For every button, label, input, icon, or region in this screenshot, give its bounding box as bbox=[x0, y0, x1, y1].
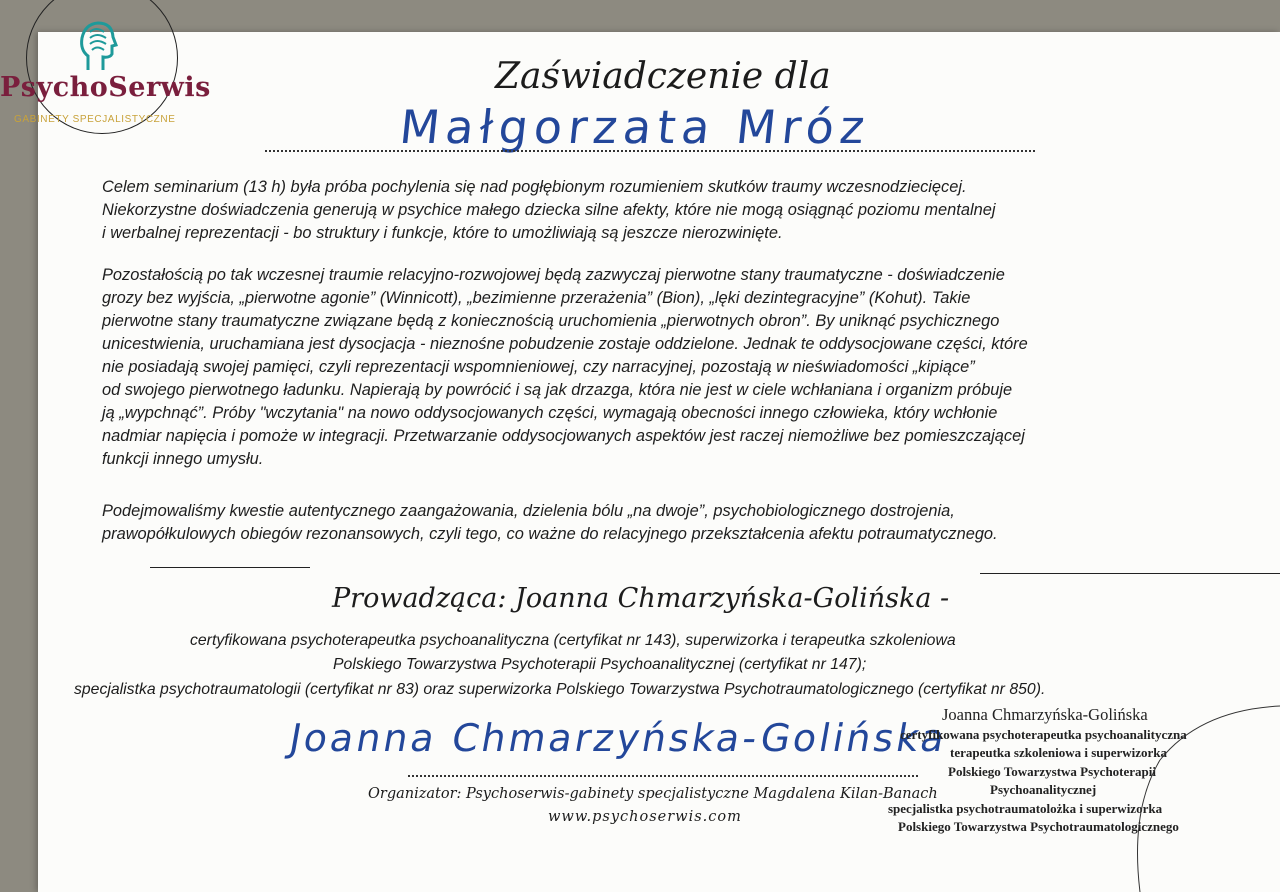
credentials-line: specjalistka psychotraumatologii (certyfikat nr 83) oraz superwizorka Polskiego Towarzystwa Psychotraumatologicznego (certyfikat nr 850). bbox=[74, 681, 1046, 698]
paragraph-1 bbox=[102, 176, 1192, 245]
paragraph-line: grozy bez wyjścia, „pierwotne agonie” (Winnicott), „bezimienne przerażenia” (Bion), „lęki dezintegracyjne” (Kohut). Takie bbox=[102, 289, 971, 307]
paragraph-line: unicestwienia, uruchamiana jest dysocjacja - nieznośne pobudzenie zostaje oddzielone. Jednak te oddysocjowane części, które bbox=[102, 335, 1028, 353]
paragraph-line: ją „wypchnąć”. Próby "wczytania" na nowo oddysocjowanych części, wymagają obecności innego człowieka, który wchłonie bbox=[102, 404, 998, 422]
paragraph-line: Pozostałością po tak wczesnej traumie relacyjno-rozwojowej będą zazwyczaj pierwotne stany traumatyczne - doświadczenie bbox=[102, 266, 1005, 284]
paragraph-line: funkcji innego umysłu. bbox=[102, 450, 264, 468]
stamp-line: certyfikowana psychoterapeutka psychoanalityczna bbox=[900, 727, 1187, 742]
paragraph-2 bbox=[102, 264, 1192, 471]
stamp-line: Joanna Chmarzyńska-Golińska bbox=[942, 705, 1148, 724]
paragraph-3 bbox=[102, 500, 1192, 546]
certificate-title: Zaświadczenie dla bbox=[495, 56, 831, 97]
paragraph-line: Niekorzystne doświadczenia generują w psychice małego dziecka silne afekty, które nie mogą osiągnąć poziomu mentalnej bbox=[102, 201, 996, 219]
website-text: www.psychoserwis.com bbox=[548, 809, 742, 825]
organizer-text: Organizator: Psychoserwis-gabinety specjalistyczne Magdalena Kilan-Banach bbox=[368, 786, 938, 802]
paragraph-line: nie posiadają swojej pamięci, czyli reprezentacji wspomnieniowej, czy narracyjnej, pozostają w nieświadomości „kipiące” bbox=[102, 358, 975, 376]
brand-tagline: GABINETY SPECJALISTYCZNE bbox=[14, 114, 176, 125]
instructor-heading: Prowadząca: Joanna Chmarzyńska-Golińska - bbox=[332, 583, 950, 614]
signature-line bbox=[408, 775, 918, 777]
paragraph-line: od swojego pierwotnego ładunku. Napierają by powrócić i są jak drzazga, która nie jest w ciele wchłaniana i organizm próbuje bbox=[102, 381, 1013, 399]
stamp-line: specjalistka psychotraumatolożka i superwizorka bbox=[888, 801, 1163, 816]
paragraph-line: pierwotne stany traumatyczne związane będą z koniecznością uruchomienia „pierwotnych obron”. By uniknąć psychicznego bbox=[102, 312, 1000, 330]
instructor-signature: Joanna Chmarzyńska-Golińska bbox=[286, 716, 952, 760]
divider-left bbox=[150, 567, 310, 568]
paragraph-line: Celem seminarium (13 h) była próba pochylenia się nad pogłębionym rozumieniem skutków traumy wczesnodziecięcej. bbox=[102, 178, 967, 196]
paragraph-line: i werbalnej reprezentacji - bo struktury i funkcje, które to umożliwiają są jeszcze nierozwinięte. bbox=[102, 224, 783, 242]
divider-right bbox=[980, 573, 1280, 574]
brand-name: PsychoSerwis bbox=[0, 72, 211, 103]
credentials-line: certyfikowana psychoterapeutka psychoanalityczna (certyfikat nr 143), superwizorka i terapeutka szkoleniowa bbox=[190, 632, 956, 649]
stamp-circle-edge bbox=[1120, 700, 1280, 892]
stamp-line: Psychoanalitycznej bbox=[990, 782, 1097, 797]
stamp-line: terapeutka szkoleniowa i superwizorka bbox=[950, 745, 1168, 760]
paragraph-line: nadmiar napięcia i pomoże w integracji. Przetwarzanie oddysocjowanych aspektów jest raczej niemożliwe bez pomieszczającej bbox=[102, 427, 1025, 445]
head-profile-icon bbox=[76, 20, 118, 72]
credentials-line: Polskiego Towarzystwa Psychoterapii Psychoanalitycznej (certyfikat nr 147); bbox=[333, 656, 867, 673]
paragraph-line: Podejmowaliśmy kwestie autentycznego zaangażowania, dzielenia bólu „na dwoje”, psychobiologicznego dostrojenia, bbox=[102, 502, 955, 520]
paragraph-line: prawopółkulowych obiegów rezonansowych, czyli tego, co ważne do relacyjnego przekształcenia afektu potraumatycznego. bbox=[102, 525, 998, 543]
stamp-line: Polskiego Towarzystwa Psychoterapii bbox=[948, 764, 1156, 779]
stamp-line: Polskiego Towarzystwa Psychotraumatologicznego bbox=[898, 819, 1179, 834]
recipient-name-handwritten: Małgorzata Mróz bbox=[397, 100, 874, 154]
recipient-line bbox=[265, 150, 1035, 152]
